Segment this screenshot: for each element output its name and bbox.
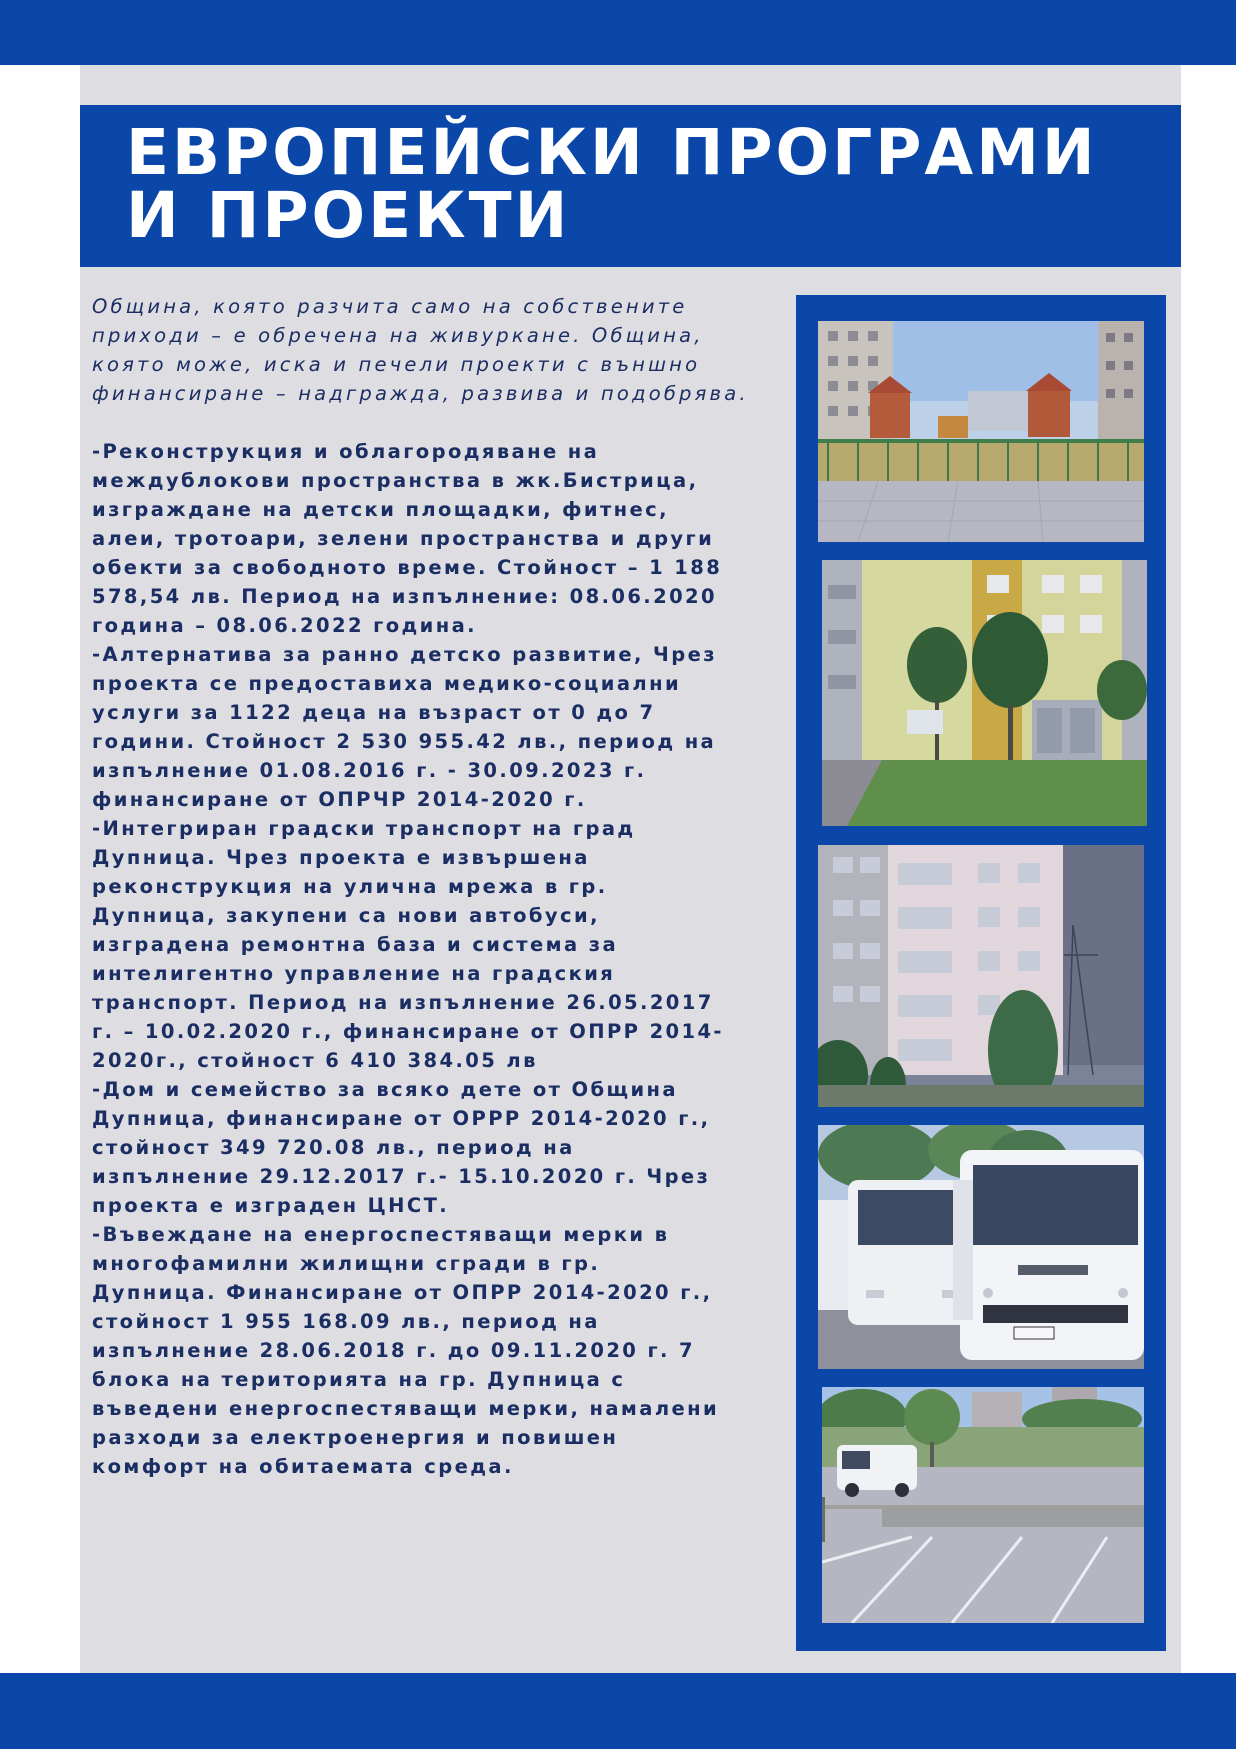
page-title-line-2: И ПРОЕКТИ: [126, 179, 571, 252]
project-line: изпълнение 01.08.2016 г. - 30.09.2023 г.: [92, 759, 647, 782]
intro-paragraph: [92, 292, 792, 408]
project-line: транспорт. Период на изпълнение 26.05.2017: [92, 991, 714, 1014]
photo-column: [796, 295, 1166, 1651]
project-line: Дупница. Финансиране от ОПРР 2014-2020 г.,: [92, 1281, 713, 1304]
project-line: -Въвеждане на енергоспестяващи мерки в: [92, 1223, 670, 1246]
top-band: [0, 0, 1236, 65]
building-trees-photo: [822, 560, 1147, 826]
project-line: г. – 10.02.2020 г., финансиране от ОПРР 2014-: [92, 1020, 724, 1043]
city-buses-photo: [818, 1125, 1144, 1369]
playground-photo: [818, 321, 1144, 542]
project-line: Дупница. Чрез проекта е извършена: [92, 846, 590, 869]
project-line: финансиране от ОПРЧР 2014-2020 г.: [92, 788, 587, 811]
title-banner: [80, 105, 1181, 267]
project-line: междублокови пространства в жк.Бистрица,: [92, 469, 699, 492]
project-line: 578,54 лв. Период на изпълнение: 08.06.2020: [92, 585, 717, 608]
intro-line: която може, иска и печели проекти с външно: [92, 353, 701, 376]
project-line: 2020г., стойност 6 410 384.05 лв: [92, 1049, 538, 1072]
project-line: проекта се предоставиха медико-социални: [92, 672, 682, 695]
intro-line: финансиране – надгражда, развива и подобрява.: [92, 382, 749, 405]
project-line: изградена ремонтна база и система за: [92, 933, 618, 956]
project-line: -Реконструкция и облагородяване на: [92, 440, 600, 463]
apartment-building-photo: [818, 845, 1144, 1107]
project-line: услуги за 1122 деца на възраст от 0 до 7: [92, 701, 656, 724]
project-line: -Дом и семейство за всяко дете от Община: [92, 1078, 678, 1101]
project-line: години. Стойност 2 530 955.42 лв., период на: [92, 730, 717, 753]
intro-line: Община, която разчита само на собствените: [92, 295, 688, 318]
project-line: интелигентно управление на градския: [92, 962, 616, 985]
project-line: реконструкция на улична мрежа в гр.: [92, 875, 608, 898]
project-line: изграждане на детски площадки, фитнес,: [92, 498, 669, 521]
project-line: изпълнение 29.12.2017 г.- 15.10.2020 г. Чрез: [92, 1165, 711, 1188]
project-line: разходи за електроенергия и повишен: [92, 1426, 619, 1449]
project-line: стойност 1 955 168.09 лв., период на: [92, 1310, 600, 1333]
projects-list: [92, 437, 792, 1481]
project-line: -Интегриран градски транспорт на град: [92, 817, 636, 840]
project-line: блока на територията на гр. Дупница с: [92, 1368, 626, 1391]
project-line: изпълнение 28.06.2018 г. до 09.11.2020 г. 7: [92, 1339, 696, 1362]
project-line: проекта е изграден ЦНСТ.: [92, 1194, 450, 1217]
project-line: комфорт на обитаемата среда.: [92, 1455, 514, 1478]
project-line: Дупница, закупени са нови автобуси,: [92, 904, 600, 927]
parking-lot-photo: [822, 1387, 1144, 1623]
project-line: многофамилни жилищни сгради в гр.: [92, 1252, 601, 1275]
page-title-line-1: ЕВРОПЕЙСКИ ПРОГРАМИ: [126, 116, 1098, 189]
bottom-band: [0, 1673, 1236, 1749]
text-column: [92, 292, 792, 1481]
project-line: година – 08.06.2022 година.: [92, 614, 477, 637]
project-line: алеи, тротоари, зелени пространства и други: [92, 527, 715, 550]
project-line: стойност 349 720.08 лв., период на: [92, 1136, 575, 1159]
project-line: -Алтернатива за ранно детско развитие, Чрез: [92, 643, 717, 666]
project-line: въведени енергоспестяващи мерки, намалени: [92, 1397, 720, 1420]
intro-line: приходи – е обречена на живуркане. Община,: [92, 324, 704, 347]
project-line: обекти за свободното време. Стойност – 1 188: [92, 556, 723, 579]
project-line: Дупница, финансиране от ОРРР 2014-2020 г.,: [92, 1107, 711, 1130]
